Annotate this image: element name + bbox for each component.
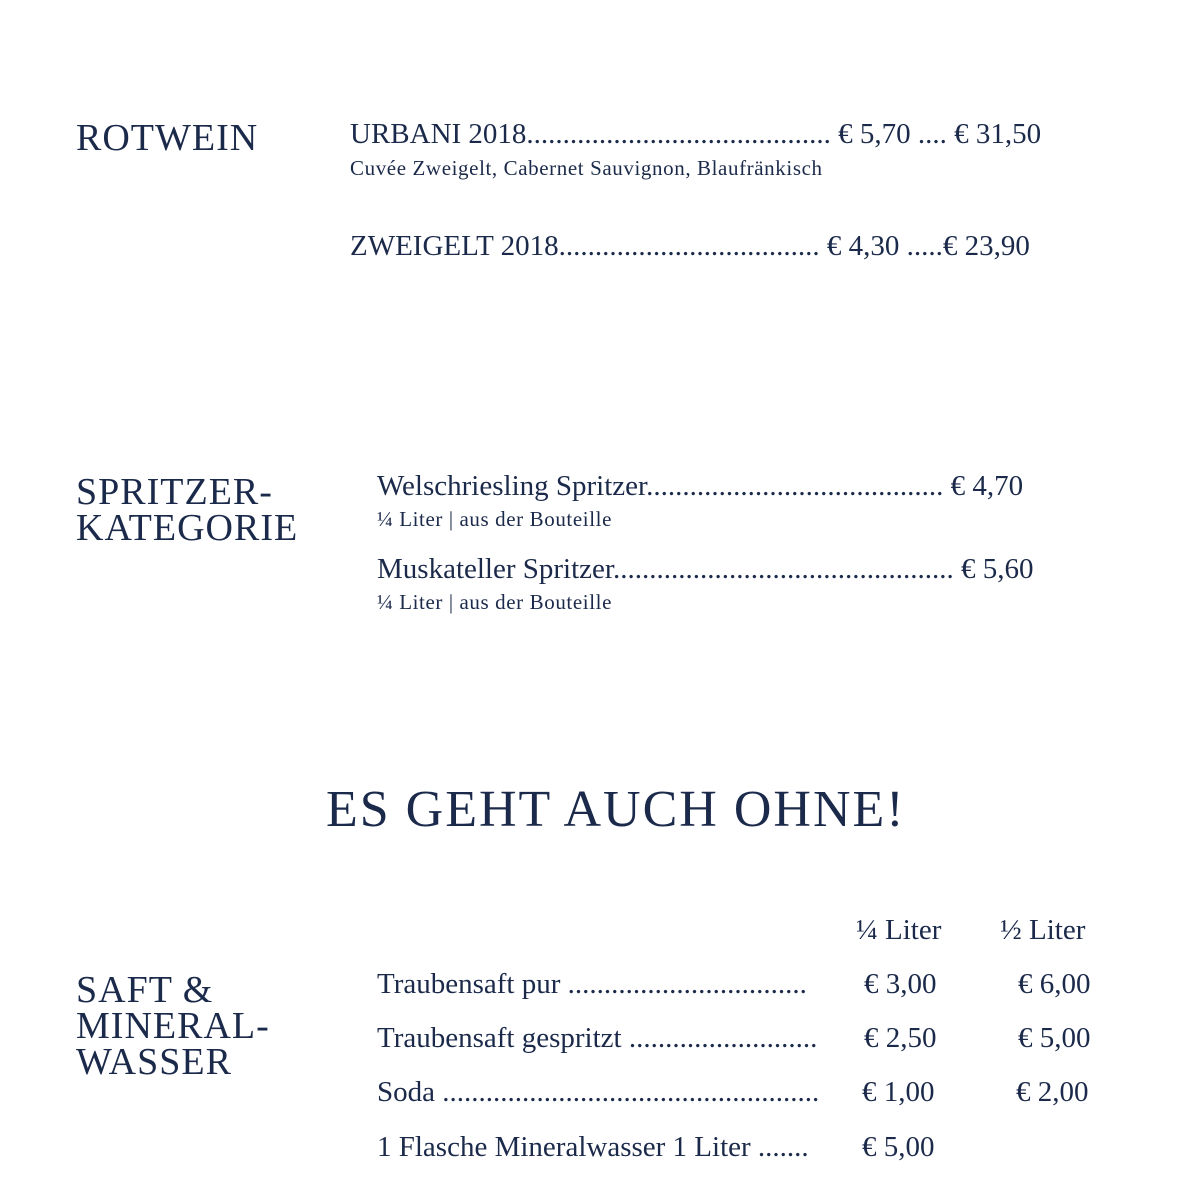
menu-item-muskateller: Muskateller Spritzer............................................... € 5,60 bbox=[377, 553, 1034, 585]
price-half: € 5,00 bbox=[1018, 1022, 1091, 1054]
section-title-line: SAFT & bbox=[76, 969, 214, 1011]
price-quarter: € 3,00 bbox=[864, 968, 937, 1000]
menu-item-muskateller-desc: ¼ Liter | aus der Bouteille bbox=[377, 590, 613, 614]
section-title-line: MINERAL- bbox=[76, 1005, 270, 1047]
menu-item-traubensaft-pur: Traubensaft pur ................................. bbox=[377, 968, 807, 1000]
menu-item-welschriesling: Welschriesling Spritzer......................................... € 4,70 bbox=[377, 470, 1024, 502]
menu-item-welschriesling-desc: ¼ Liter | aus der Bouteille bbox=[377, 507, 613, 531]
price-bottle: € 5,00 bbox=[862, 1131, 935, 1163]
menu-item-zweigelt: ZWEIGELT 2018.................................... € 4,30 .....€ 23,90 bbox=[350, 230, 1030, 262]
price-quarter: € 2,50 bbox=[864, 1022, 937, 1054]
menu-item-mineralwasser: 1 Flasche Mineralwasser 1 Liter ....... bbox=[377, 1131, 809, 1163]
menu-item-soda: Soda .................................................... bbox=[377, 1076, 820, 1108]
price-half: € 2,00 bbox=[1016, 1076, 1089, 1108]
price-half: € 6,00 bbox=[1018, 968, 1091, 1000]
price-quarter: € 1,00 bbox=[862, 1076, 935, 1108]
menu-item-urbani-desc: Cuvée Zweigelt, Cabernet Sauvignon, Blaufränkisch bbox=[350, 156, 823, 180]
column-header-quarter-liter: ¼ Liter bbox=[856, 914, 942, 946]
section-title-spritzer bbox=[76, 471, 299, 549]
column-header-half-liter: ½ Liter bbox=[1000, 914, 1086, 946]
section-title-line: WASSER bbox=[76, 1041, 232, 1083]
headline: ES GEHT AUCH OHNE! bbox=[326, 781, 906, 838]
section-title-line: SPRITZER- bbox=[76, 471, 273, 513]
section-title-line: KATEGORIE bbox=[76, 507, 299, 549]
menu-item-traubensaft-gespritzt: Traubensaft gespritzt .......................... bbox=[377, 1022, 818, 1054]
section-title-rotwein: ROTWEIN bbox=[76, 117, 259, 159]
section-title-saft bbox=[76, 969, 270, 1083]
menu-item-urbani: URBANI 2018.......................................... € 5,70 .... € 31,50 bbox=[350, 118, 1042, 150]
